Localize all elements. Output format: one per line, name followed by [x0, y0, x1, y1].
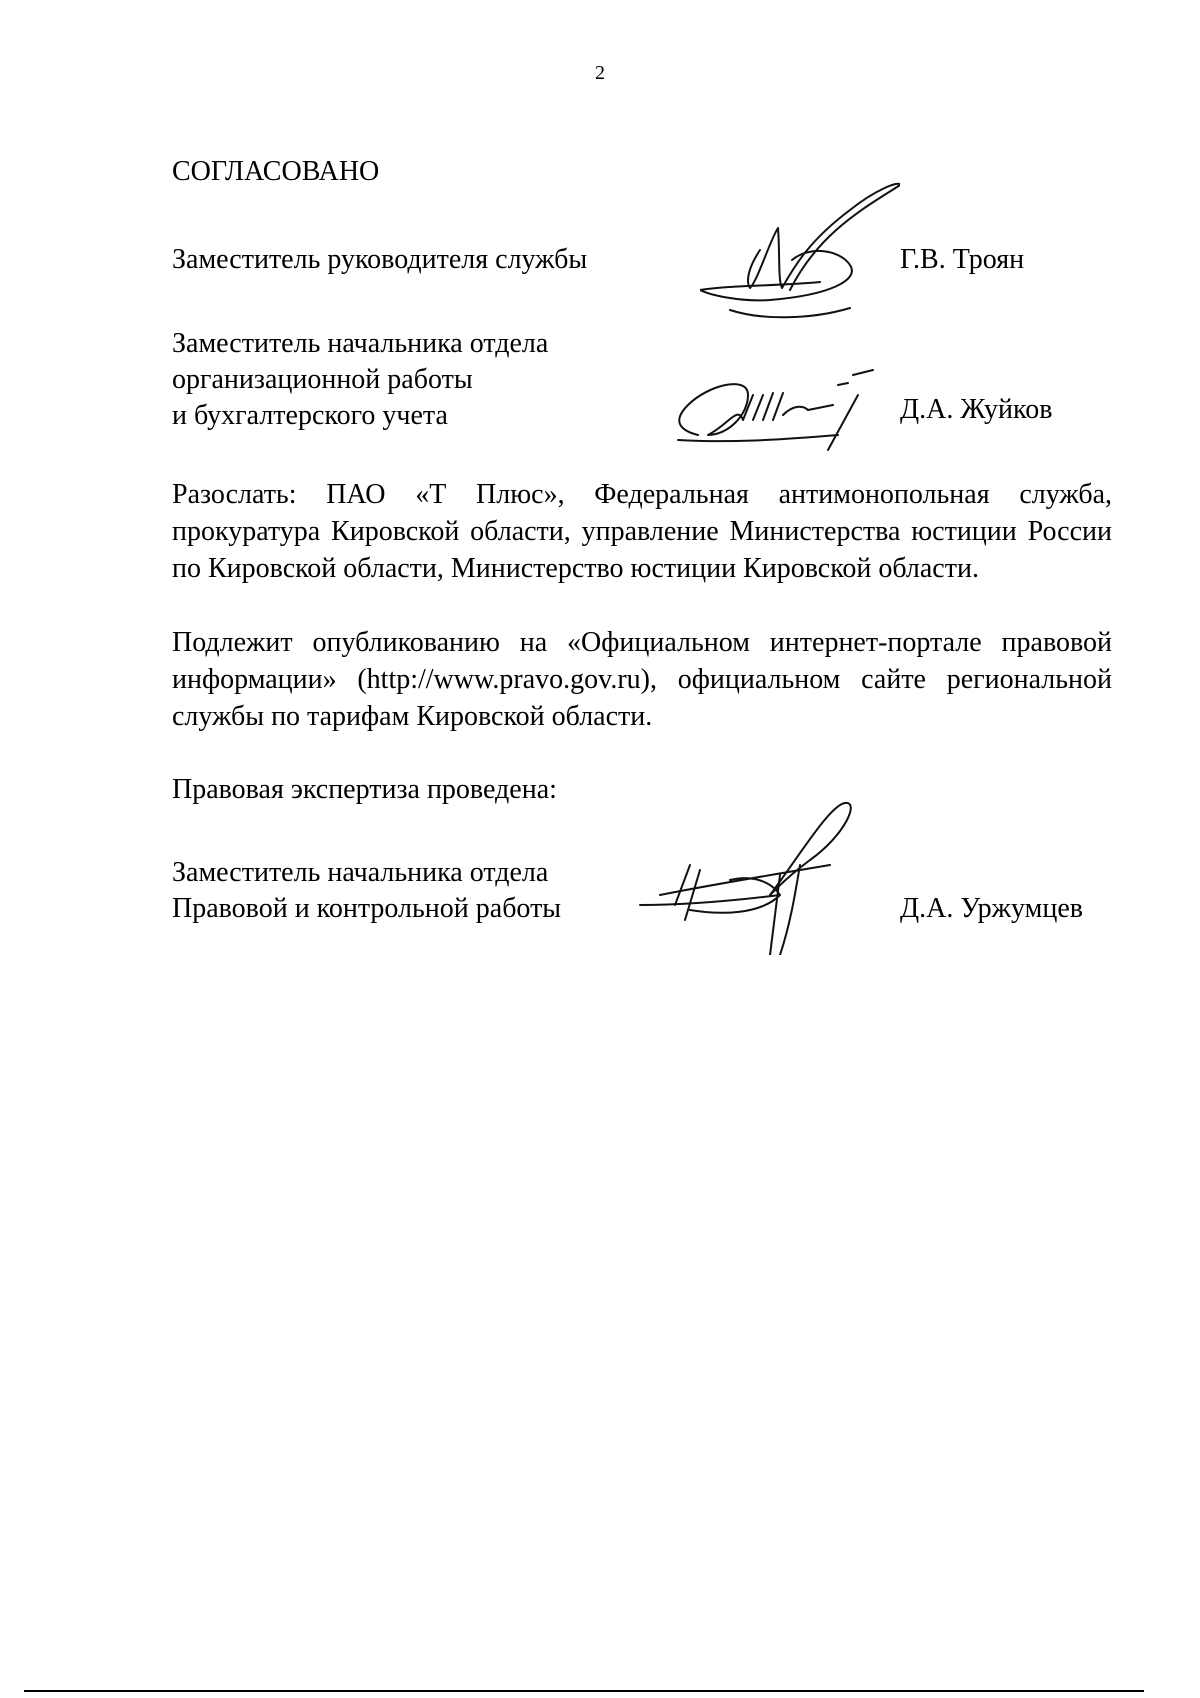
- signatory-2-position: [172, 326, 592, 434]
- page-number: 2: [595, 62, 605, 84]
- legal-review-heading: Правовая экспертиза проведена:: [172, 774, 557, 805]
- legal-reviewer-name: Д.А. Уржумцев: [900, 893, 1084, 924]
- signatory-2-name: Д.А. Жуйков: [900, 394, 1053, 425]
- signature-2-image: [668, 365, 893, 455]
- bottom-rule: [24, 1690, 1144, 1692]
- signatory-2-position-line: и бухгалтерского учета: [172, 400, 448, 431]
- signatory-1-position: [172, 242, 587, 278]
- distribution-paragraph: Разослать: ПАО «Т Плюс», Федеральная антимонопольная служба, прокуратура Кировской области, управление Министерства юстиции России по Кировской области, Министерство юстиции Кировской области.: [172, 479, 1112, 584]
- signatory-2-position-line: организационной работы: [172, 364, 473, 395]
- publication-paragraph: Подлежит опубликованию на «Официальном интернет-портале правовой информации» (http://www.pravo.gov.ru), официальном сайте региональной службы по тарифам Кировской области.: [172, 627, 1112, 732]
- signatory-1-name: Г.В. Троян: [900, 244, 1025, 275]
- legal-review-position-line: Заместитель начальника отдела: [172, 857, 549, 888]
- legal-review-position-line: Правовой и контрольной работы: [172, 893, 562, 924]
- legal-review-position: [172, 855, 592, 927]
- signature-1-image: [700, 170, 900, 330]
- agreed-heading: СОГЛАСОВАНО: [172, 156, 380, 187]
- signatory-2-position-line: Заместитель начальника отдела: [172, 328, 549, 359]
- signatory-1-position-line: Заместитель руководителя службы: [172, 244, 588, 275]
- signature-3-image: [630, 795, 900, 955]
